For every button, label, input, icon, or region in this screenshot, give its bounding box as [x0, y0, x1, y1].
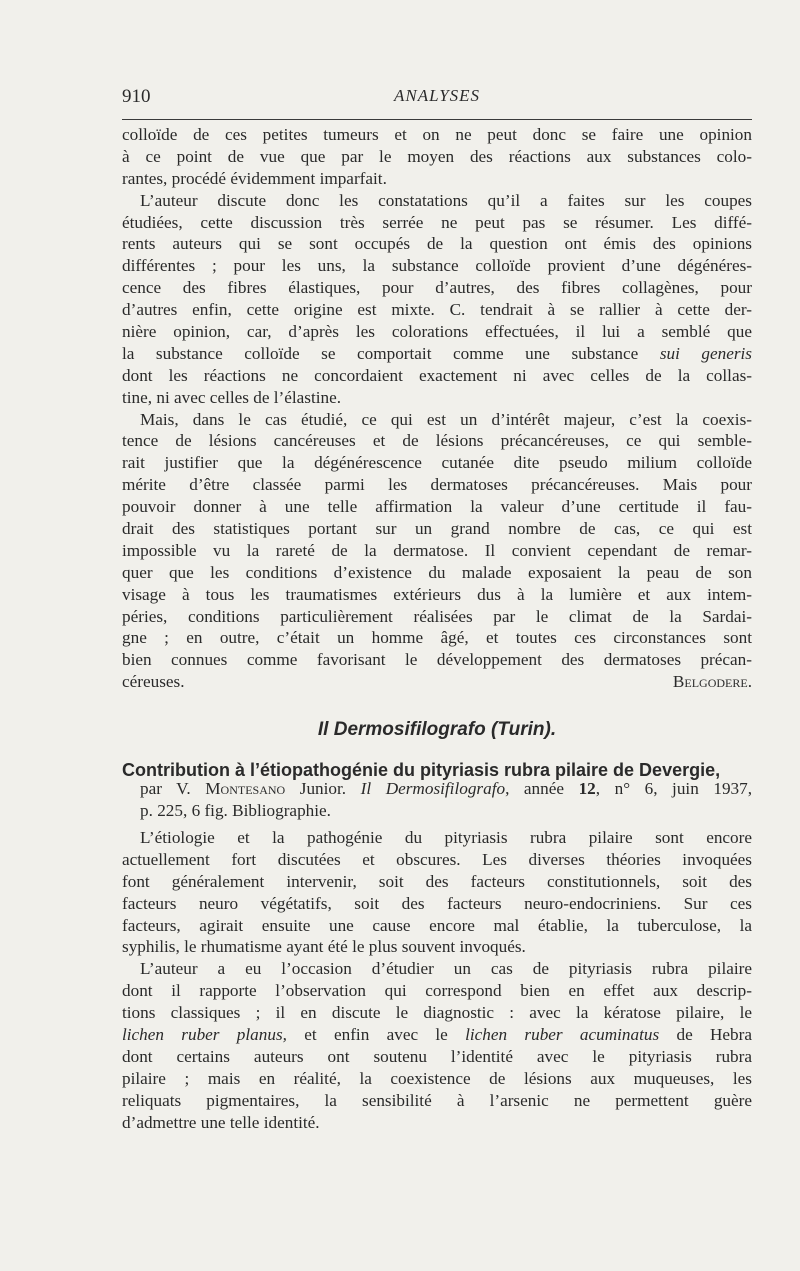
author-name: Montesano	[205, 779, 286, 798]
text-line: pilaire ; mais en réalité, la coexistence de lésions aux muqueuses, les	[122, 1068, 752, 1088]
text-line: d’autres enfin, cette origine est mixte. C. tendrait à se rallier à cette der-	[122, 300, 752, 320]
text-line: impossible vu la rareté de la dermatose. Il convient cependant de remar-	[122, 540, 752, 560]
text-line: différentes ; pour les uns, la substance colloïde provient d’une dégénéres-	[122, 256, 752, 276]
text-line: quer que les conditions d’existence du malade exposaient la peau de son	[122, 562, 752, 582]
text-line: tence de lésions cancéreuses et de lésions précancéreuses, ce qui semble-	[122, 431, 752, 451]
text-line: drait des statistiques portant sur un grand nombre de cas, ce qui est	[122, 519, 752, 539]
text-line: dont certains auteurs ont soutenu l’identité avec le pityriasis rubra	[122, 1046, 752, 1066]
text-line: étudiées, cette discussion très serrée ne peut pas se résumer. Les diffé-	[122, 212, 752, 232]
header-rule	[122, 119, 752, 120]
italic-term: sui generis	[659, 343, 752, 363]
running-header	[122, 86, 752, 112]
text-line: rait justifier que la dégénérescence cutanée dite pseudo milium colloïde	[122, 453, 752, 473]
text-line: tine, ni avec celles de l’élastine.	[122, 387, 342, 407]
text-line: rents auteurs qui se sont occupés de la question ont émis des opinions	[122, 234, 752, 254]
running-title: ANALYSES	[393, 86, 481, 105]
volume-number: 12	[578, 779, 596, 798]
text-line	[122, 1024, 752, 1046]
text-segment: et enfin avec le	[304, 1025, 448, 1045]
italic-term: lichen ruber acuminatus	[465, 1025, 660, 1045]
text-segment: Junior.	[299, 779, 347, 798]
text-line: bien connues comme favorisant le développement des dermatoses précan-	[122, 650, 752, 670]
article-citation	[122, 778, 752, 822]
text-line: dont les réactions ne concordaient exactement ni avec celles de la collas-	[122, 365, 752, 385]
journal-heading: Il Dermosifilografo (Turin).	[317, 719, 557, 740]
text-line: reliquats pigmentaires, la sensibilité à l’arsenic ne permettent guère	[122, 1090, 752, 1110]
text-line: colloïde de ces petites tumeurs et on ne peut donc se faire une opinion	[122, 125, 752, 144]
text-line: L’auteur discute donc les constatations qu’il a faites sur les coupes	[140, 190, 752, 210]
citation-line: p. 225, 6 fig. Bibliographie.	[140, 800, 331, 820]
text-segment: par V.	[140, 779, 191, 798]
text-line: péries, conditions particulièrement réalisées par le climat de la Sardai-	[122, 606, 752, 626]
text-line: à ce point de vue que par le moyen des réactions aux substances colo-	[122, 146, 752, 166]
italic-term: lichen ruber planus,	[122, 1025, 287, 1045]
text-line: pouvoir donner à une telle affirmation la valeur d’une certitude il fau-	[122, 497, 752, 517]
signature-line	[122, 671, 752, 693]
text-segment: , année	[505, 779, 564, 798]
text-segment: de Hebra	[676, 1025, 752, 1045]
text-line: font généralement intervenir, soit des facteurs constitutionnels, soit des	[122, 871, 752, 891]
text-line: actuellement fort discutées et obscures. Les diverses théories invoquées	[122, 849, 752, 869]
citation-line	[122, 778, 752, 800]
article-body	[122, 827, 752, 1133]
text-line: syphilis, le rhumatisme ayant été le plus souvent invoqués.	[122, 937, 526, 957]
text-segment: la substance colloïde se comportait comme une substance	[122, 343, 639, 363]
text-line: mérite d’être classée parmi les dermatoses précancéreuses. Mais pour	[122, 475, 752, 495]
text-segment: céreuses.	[122, 672, 185, 692]
text-line: visage à tous les traumatismes extérieurs dus à la lumière et aux intem-	[122, 584, 752, 604]
text-line: Mais, dans le cas étudié, ce qui est un d’intérêt majeur, c’est la coexis-	[140, 409, 752, 429]
text-line: L’auteur a eu l’occasion d’étudier un cas de pityriasis rubra pilaire	[140, 959, 752, 979]
text-line: cence des fibres élastiques, pour d’autres, des fibres collagènes, pour	[122, 278, 752, 298]
text-line: L’étiologie et la pathogénie du pityriasis rubra pilaire sont encore	[140, 828, 752, 847]
text-line: tions classiques ; il en discute le diagnostic : avec la kératose pilaire, le	[122, 1003, 752, 1023]
text-line: facteurs, agirait ensuite une cause encore mal établie, la tuberculose, la	[122, 915, 752, 935]
text-line: nière opinion, car, d’après les colorations effectuées, il lui a semblé que	[122, 322, 752, 342]
page-number: 910	[122, 86, 151, 107]
first-review-text	[122, 124, 752, 693]
text-line: rantes, procédé évidemment imparfait.	[122, 168, 387, 188]
journal-name: Il Dermosifilografo	[360, 779, 506, 798]
reviewer-signature: Belgodere.	[672, 672, 752, 692]
text-line: dont il rapporte l’observation qui correspond bien en effet aux descrip-	[122, 981, 752, 1001]
text-line	[122, 343, 752, 365]
article-title: Contribution à l’étiopathogénie du pityriasis rubra pilaire de Devergie,	[122, 760, 721, 780]
text-line: gne ; en outre, c’était un homme âgé, et toutes ces circonstances sont	[122, 628, 752, 648]
text-line: facteurs neuro végétatifs, soit des facteurs neuro-endocriniens. Sur ces	[122, 893, 752, 913]
text-segment: , n° 6, juin 1937,	[595, 779, 752, 798]
text-line: d’admettre une telle identité.	[122, 1112, 320, 1132]
